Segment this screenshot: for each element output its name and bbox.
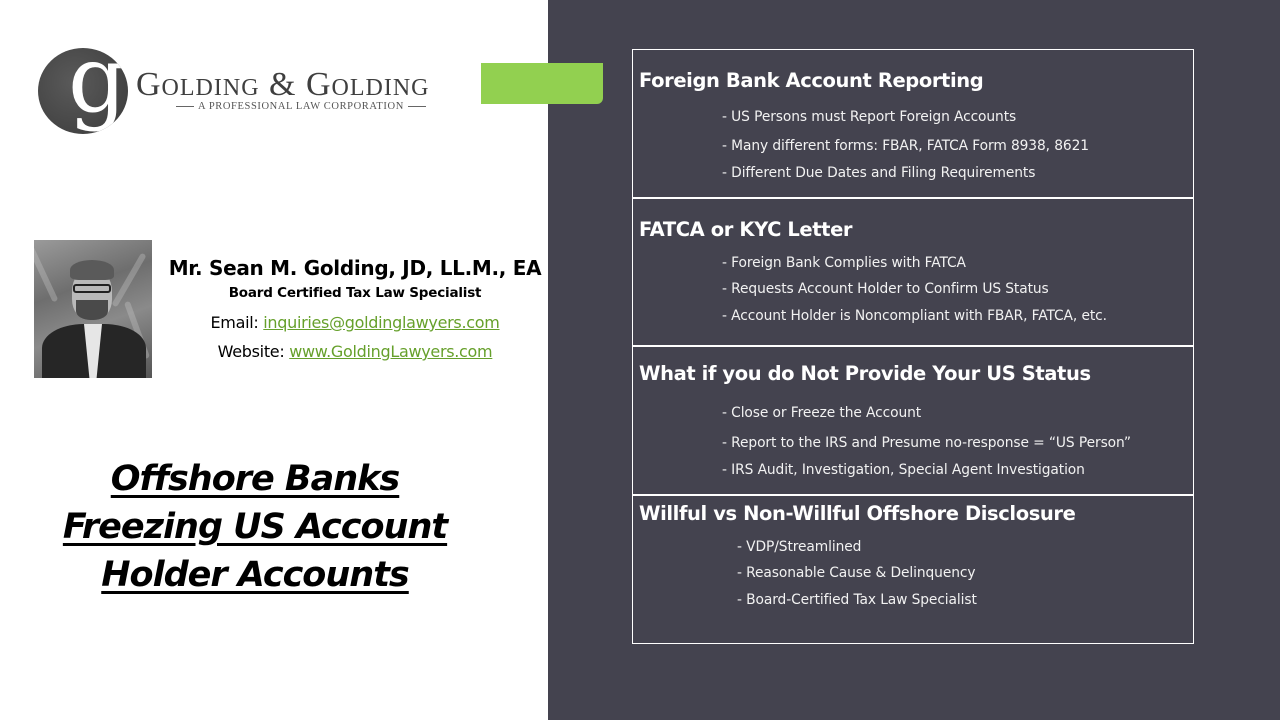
section-title: Foreign Bank Account Reporting <box>639 69 984 92</box>
section-bullet: - Many different forms: FBAR, FATCA Form 8938, 8621 <box>722 138 1089 154</box>
headline-line-3: Holder Accounts <box>101 555 409 595</box>
logo-monogram-letter: g <box>68 48 127 133</box>
topics-box <box>632 49 1194 644</box>
section-bullet: - IRS Audit, Investigation, Special Agent Investigation <box>722 462 1085 478</box>
section-bullet: - Requests Account Holder to Confirm US Status <box>722 281 1049 297</box>
website-label: Website: <box>217 342 290 361</box>
section-title: What if you do Not Provide Your US Status <box>639 362 1091 385</box>
section-foreign-bank-reporting <box>633 50 1193 198</box>
profile-photo <box>34 240 152 378</box>
profile-name: Mr. Sean M. Golding, JD, LL.M., EA <box>168 256 542 280</box>
photo-beard <box>76 300 108 320</box>
headline <box>60 455 450 599</box>
profile-email-line <box>160 308 550 337</box>
website-link[interactable]: www.GoldingLawyers.com <box>289 342 493 361</box>
email-link[interactable]: inquiries@goldinglawyers.com <box>263 313 500 332</box>
photo-glasses <box>73 284 111 293</box>
logo-tagline: A PROFESSIONAL LAW CORPORATION <box>172 101 430 112</box>
headline-line-1: Offshore Banks <box>110 459 400 499</box>
logo-company-name: Golding & Golding <box>136 66 430 103</box>
section-not-providing-status <box>633 345 1193 494</box>
section-bullet: - Board-Certified Tax Law Specialist <box>737 592 977 608</box>
green-accent-tab <box>481 63 603 104</box>
section-bullet: - Reasonable Cause & Delinquency <box>737 565 976 581</box>
profile-info <box>160 254 550 366</box>
section-fatca-kyc-letter <box>633 197 1193 346</box>
headline-line-2: Freezing US Account <box>62 507 448 547</box>
email-label: Email: <box>210 313 264 332</box>
section-bullet: - Close or Freeze the Account <box>722 405 922 421</box>
photo-foliage <box>111 253 146 308</box>
section-bullet: - US Persons must Report Foreign Accounts <box>722 109 1017 125</box>
section-willful-disclosure <box>633 494 1193 643</box>
company-logo <box>38 48 468 138</box>
photo-hair <box>70 260 114 280</box>
section-title: Willful vs Non-Willful Offshore Disclosure <box>639 502 1076 525</box>
section-bullet: - Foreign Bank Complies with FATCA <box>722 255 966 271</box>
photo-foliage <box>34 246 58 303</box>
section-bullet: - Different Due Dates and Filing Requirements <box>722 165 1036 181</box>
left-panel <box>0 0 548 720</box>
section-title: FATCA or KYC Letter <box>639 218 853 241</box>
logo-monogram-icon <box>38 48 128 134</box>
profile-title: Board Certified Tax Law Specialist <box>228 285 482 301</box>
section-bullet: - Report to the IRS and Presume no-response = “US Person” <box>722 435 1131 451</box>
section-bullet: - VDP/Streamlined <box>737 539 862 555</box>
section-bullet: - Account Holder is Noncompliant with FBAR, FATCA, etc. <box>722 308 1107 324</box>
profile-website-line <box>160 337 550 366</box>
